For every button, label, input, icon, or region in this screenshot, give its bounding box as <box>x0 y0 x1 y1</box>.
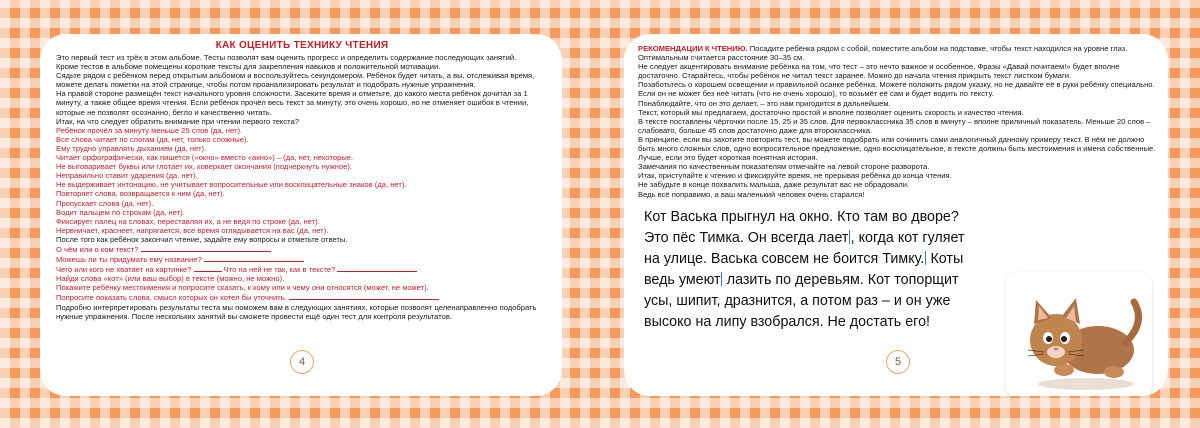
checklist-item: Водит пальцем по строкам (да, нет). <box>56 207 185 217</box>
story-fragment: лазить по деревьям. Кот топорщит <box>726 271 959 288</box>
story-line <box>644 270 990 291</box>
answer-line[interactable] <box>337 264 417 272</box>
word-25-marker <box>925 251 926 265</box>
checklist-item: Ему трудно управлять дыханием (да, нет). <box>56 143 207 153</box>
story-line: Это пёс Тимка. Он всегда лает , когда кот гуляет <box>644 229 965 246</box>
checklist-item: Нервничает, краснеет, напрягается, все время оглядывается на вас (да, нет). <box>56 225 329 235</box>
word-35-marker <box>721 272 722 286</box>
cat-illustration-icon <box>1006 272 1152 396</box>
recommendation-paragraph: Позаботьтесь о хорошем освещении и правильной осанке ребёнка. Можете положить рядом указку, но не давайте её в руки ребёнку специально. Если он не может без неё читать (что не очень хорошо), то возьмёт её сам и будет водить по тексту. <box>638 80 1155 99</box>
question-text: О чём или о ком текст? <box>56 244 139 254</box>
checklist-item: Ребёнок прочёл за минуту меньше 25 слов (да, нет). <box>56 125 243 135</box>
checklist-item: Неправильно ставит ударения (да, нет). <box>56 171 198 181</box>
closing-paragraph: Подробно интерпретировать результаты теста мы поможем вам в следующих занятиях, которые позволят целенаправленно подобрать нужные упражнения. После нескольких занятий вы сможете провести ещё один тест для контроля результатов. <box>56 302 537 321</box>
story-line: Кот Васька прыгнул на окно. Кто там во дворе? <box>644 208 959 225</box>
answer-line[interactable] <box>204 254 304 262</box>
checklist-item: Фиксирует палец на словах, переставляя их, а не ведя по строке (да, нет). <box>56 216 320 226</box>
story-fragment: Это пёс Тимка. Он всегда лает <box>644 229 849 246</box>
page-number: 4 <box>290 350 314 374</box>
checklist-item: Читает орфографически, как пишется («окно» вместо «акно») – (да, нет, некоторые. <box>56 153 354 163</box>
recommendation-paragraph: Ведь всё поправимо, а ваш маленький человек очень старался! <box>638 189 865 199</box>
page-title: КАК ОЦЕНИТЬ ТЕХНИКУ ЧТЕНИЯ <box>215 40 389 51</box>
recommendation-paragraph: Текст, который мы предлагаем, достаточно простой и вполне позволяет оценить скорость и качество чтения. <box>638 107 1024 117</box>
after-reading-text: После того как ребёнок закончил чтение, задайте ему вопросы и отметьте ответы. <box>56 234 348 244</box>
recommendation-paragraph: В тексте поставлены чёрточки после 15, 25 и 35 слов. Для первоклассника 35 слов в минуту – вполне приличный показатель. Меньше 20 слов – слабовато, больше 45 слов достаточно даже для второклассника. <box>638 116 1151 135</box>
story-fragment: когда кот гуляет <box>858 229 965 246</box>
recommendation-text: Посадите ребёнка рядом с собой, поместите альбом на подставке, чтобы текст находился на уровне глаз. Оптимальным считается расстояние 30–35 см. <box>638 44 1128 63</box>
intro-paragraph: Кроме тестов в альбоме помещены короткие тексты для закрепления навыков и положительной мотивации. <box>56 62 441 72</box>
intro-paragraph: Итак, на что следует обратить внимание при чтении первого текста? <box>56 116 299 126</box>
answer-line[interactable] <box>141 244 271 252</box>
intro-paragraph: Это первый тест из трёх в этом альбоме. Тесты позволят вам оценить прогресс и определить содержание последующих занятий. <box>56 53 517 62</box>
recommendation-paragraph: Не следует акцентировать внимание ребёнка на том, что тест – это нечто важное и особенное. Фразы «Давай почитаем!» будет вполне достаточно. Старайтесь, чтобы ребёнок не читал текст заранее. Можно до начала чтения прикрыть текст листком бумаги. <box>638 62 1120 81</box>
intro-paragraph: Сядьте рядом с ребёнком перед открытым альбомом и воспользуйтесь секундомером. Ребёнок будет читать, а вы, отслеживая время, можете делать пометки на этой странице, чтобы потом проанализировать результат и подобрать нужные упражнения. <box>56 71 535 90</box>
question-item <box>56 292 548 302</box>
story-line: усы, шипит, дразнится, а потом раз – и он уже <box>644 292 951 309</box>
question-item <box>56 264 548 274</box>
question-text: Чего или кого не хватает на картинке? <box>56 265 192 275</box>
question-item: Покажите ребёнку местоимения и попросите сказать, к кому или к чему они относятся (может, не может). <box>56 283 429 293</box>
checklist-item: Не выговаривает буквы или глотает их, коверкает окончания (подчеркнуть нужное). <box>56 162 353 172</box>
cat-illustration <box>1006 272 1152 396</box>
page-number: 5 <box>886 350 910 374</box>
answer-line[interactable] <box>194 264 222 272</box>
right-page <box>624 34 1168 396</box>
checklist-item: Все слова читает по слогам (да, нет, только сложные). <box>56 134 249 144</box>
recommendation-paragraph <box>638 44 1156 62</box>
recommendation-paragraph: В принципе, если вы захотите повторить тест, вы можете подобрать или сочинить сами аналогичный данному примеру текст. В нём не должно быть много сложных слов, одно вопросительное предложение, одно восклицательное, в тексте должны быть местоимения и имена собственные. Лучше, если это будет короткая понятная история. <box>638 134 1156 163</box>
answer-line[interactable] <box>289 292 439 300</box>
left-page <box>40 34 562 396</box>
recommendation-heading: РЕКОМЕНДАЦИИ К ЧТЕНИЮ. <box>638 44 748 53</box>
question-text: Что на ней не так, как в тексте? <box>223 265 336 275</box>
story-line: высоко на липу взобрался. Не достать его! <box>644 313 930 330</box>
word-15-marker <box>849 230 850 244</box>
story-fragment: ведь умеют <box>644 271 721 288</box>
question-item <box>56 254 548 264</box>
story-line <box>644 249 990 270</box>
recommendation-paragraph: Понаблюдайте, что он это делает, – это нам пригодится в дальнейшем. <box>638 98 891 108</box>
question-text: Попросите показать слова, смысл которых он хотел бы уточнить. <box>56 293 287 303</box>
checklist-item: Пропускает слова (да, нет). <box>56 198 154 208</box>
question-text: Можешь ли ты придумать ему название? <box>56 255 202 265</box>
recommendation-paragraph: Не забудьте в конце похвалить малыша, даже результат вас не обрадовали. <box>638 180 910 190</box>
checklist-item: Повторяет слова, возвращается к ним (да, нет). <box>56 189 225 199</box>
question-item: Найди слова «кот» (или ваш выбор) в тексте (можно, не можно). <box>56 274 285 284</box>
recommendation-paragraph: Замечания по качественным показателям отмечайте на левой стороне разворота. <box>638 162 930 172</box>
intro-paragraph: На правой стороне размещён текст начального уровня сложности. Засеките время и отметьте, до какого места ребёнок дочитал за 1 минуту, а также общее время чтения. Если ребёнок прочёл весь текст за минуту, это очень хорошо, но не отменяет ошибок в чтении, которые не позволят осознанно, бегло и качественно читать. <box>56 89 529 117</box>
story-fragment: Коты <box>930 250 964 267</box>
question-item <box>56 244 548 254</box>
recommendation-paragraph: Итак, приступайте к чтению и фиксируйте время, не прерывая ребёнка до конца чтения. <box>638 171 952 181</box>
story-fragment: на улице. Васька совсем не боится Тимку. <box>644 250 925 267</box>
checklist-item: Не выдерживает интонацию, не учитывает вопросительные или восклицательные знаков (да, нет). <box>56 180 407 190</box>
reading-test-text <box>644 207 990 333</box>
